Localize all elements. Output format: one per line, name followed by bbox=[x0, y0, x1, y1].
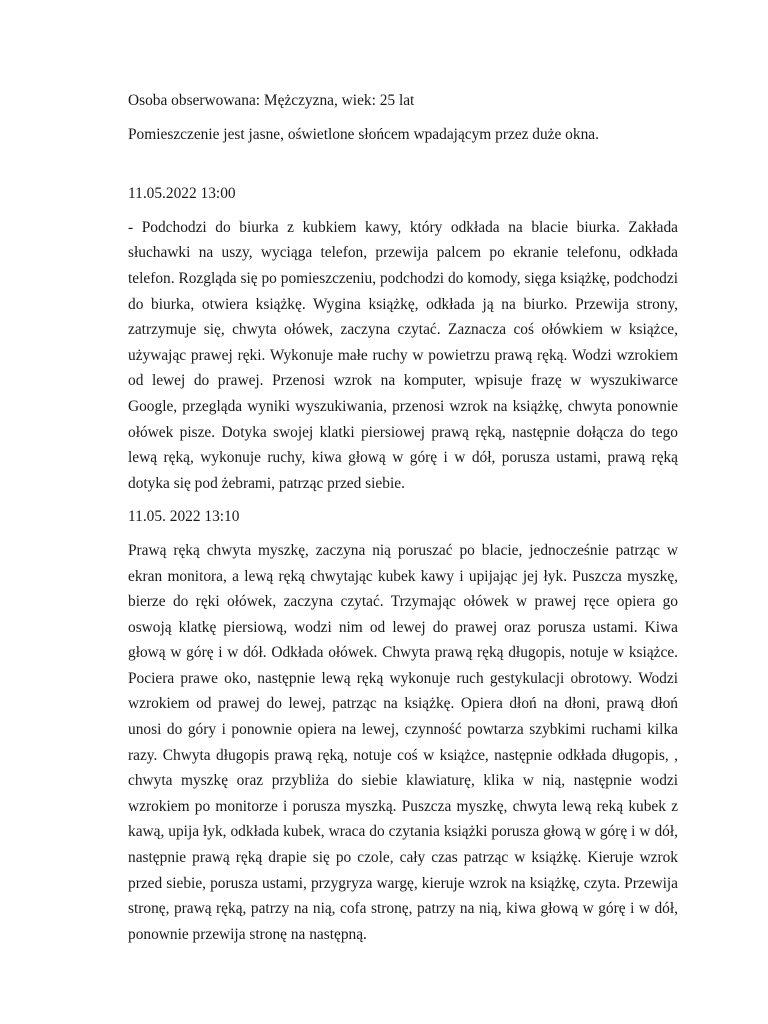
entry-timestamp: 11.05. 2022 13:10 bbox=[128, 508, 240, 526]
entry-text: Prawą ręką chwyta myszkę, zaczyna nią poruszać po blacie, jednocześnie patrząc w ekran monitora, a lewą ręką chwytając kubek kawy i upijając jej łyk. Puszcza myszkę, bierze do ręki ołówek, zaczyna czytać. Trzymając ołówek w prawej ręce opiera go oswoją klatkę piersiową, wodzi nim od lewej do prawej oraz porusza ustami. Kiwa głową w górę i w dół. Odkłada ołówek. Chwyta prawą ręką długopis, notuje w książce. Pociera prawe oko, następnie lewą ręką wykonuje ruch gestykulacji obrotowy. Wodzi wzrokiem od prawej do lewej, patrząc na książkę. Opiera dłoń na dłoni, prawą dłoń unosi do góry i ponownie opiera na lewej, czynność powtarza szybkimi ruchami kilka razy. Chwyta długopis prawą ręką, notuje coś w książce, następnie odkłada długopis, , chwyta myszkę oraz przybliża do siebie klawiaturę, klika w nią, następnie wodzi wzrokiem po monitorze i porusza myszką. Puszcza myszkę, chwyta lewą reką kubek z kawą, upija łyk, odkłada kubek, wraca do czytania książki porusza głową w górę i w dół, następnie prawą ręką drapie się po czole, cały czas patrząc w książkę. Kieruje wzrok przed siebie, porusza ustami, przygryza wargę, kieruje wzrok na książkę, czyta. Przewija stronę, prawą ręką, patrzy na nią, cofa stronę, patrzy na nią, kiwa głową w górę i w dół, ponownie przewija stronę na następną. bbox=[128, 541, 678, 943]
entry-text: - Podchodzi do biurka z kubkiem kawy, który odkłada na blacie biurka. Zakłada słuchawki na uszy, wyciąga telefon, przewija palcem po ekranie telefonu, odkłada telefon. Rozgląda się po pomieszczeniu, podchodzi do komody, sięga książkę, podchodzi do biurka, otwiera książkę. Wygina książkę, odkłada ją na biurko. Przewija strony, zatrzymuje się, chwyta ołówek, zaczyna czytać. Zaznacza coś ołówkiem w książce, używając prawej ręki. Wykonuje małe ruchy w powietrzu prawą ręką. Wodzi wzrokiem od lewej do prawej. Przenosi wzrok na komputer, wpisuje frazę w wyszukiwarce Google, przegląda wyniki wyszukiwania, przenosi wzrok na książkę, chwyta ponownie ołówek pisze. Dotyka swojej klatki piersiowej prawą ręką, następnie dołącza do tego lewą ręką, wykonuje ruchy, kiwa głową w górę i w dół, porusza ustami, prawą ręką dotyka się pod żebrami, patrząc przed siebie. bbox=[128, 218, 678, 492]
room-description-line: Pomieszczenie jest jasne, oświetlone słońcem wpadającym przez duże okna. bbox=[128, 125, 599, 143]
observation-entry bbox=[128, 181, 678, 496]
observed-person-line: Osoba obserwowana: Mężczyzna, wiek: 25 lat bbox=[128, 92, 415, 109]
document-page bbox=[128, 88, 678, 955]
observation-entry bbox=[128, 504, 678, 947]
entry-timestamp: 11.05.2022 13:00 bbox=[128, 185, 236, 203]
